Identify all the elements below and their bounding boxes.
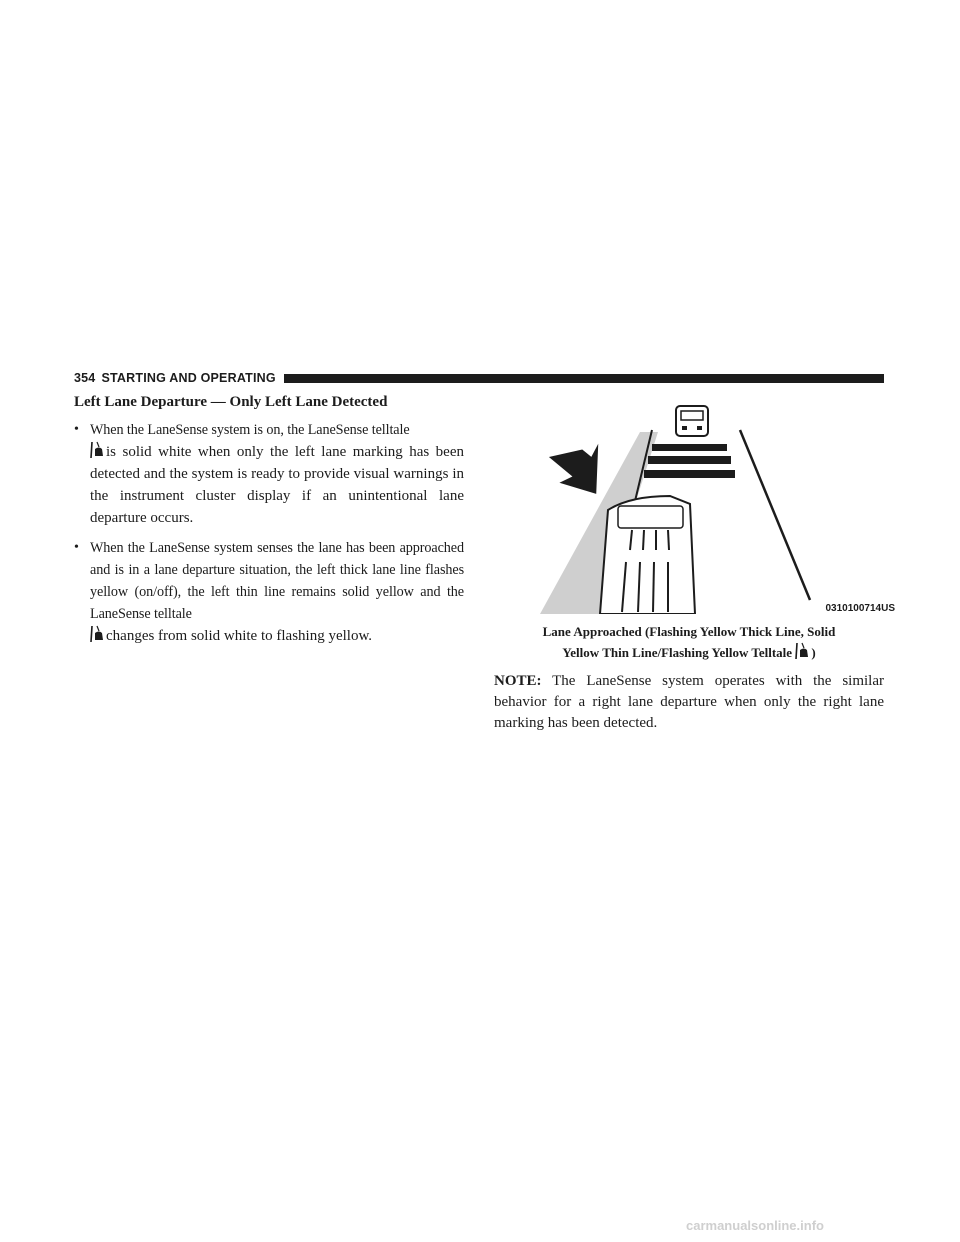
lanesense-telltale-icon bbox=[90, 625, 104, 643]
lanesense-telltale-icon bbox=[795, 642, 809, 660]
bullet-text-start: When the LaneSense system senses the lane has been approached and is in a lane departure situation, the left thick lane line flashes yellow (on/off), the left thin line remains solid yellow and the LaneSense telltale bbox=[90, 540, 464, 622]
bullet-text-start: When the LaneSense system is on, the LaneSense telltale bbox=[90, 422, 410, 438]
lane-illustration-graphic bbox=[540, 400, 895, 614]
note-paragraph bbox=[494, 671, 884, 734]
lanesense-telltale-icon bbox=[90, 441, 104, 459]
figure-caption bbox=[494, 622, 884, 663]
bullet-text-rest: is solid white when only the left lane marking has been detected and the system is ready to provide visual warnings in the instrument cluster display if an unintentional lane departure occurs. bbox=[90, 444, 464, 526]
note-label: NOTE: bbox=[494, 673, 542, 689]
lane-departure-illustration bbox=[540, 400, 895, 614]
bullet-item bbox=[74, 419, 464, 529]
note-text: The LaneSense system operates with the similar behavior for a right lane departure when only the right lane marking has been detected. bbox=[494, 673, 884, 731]
bullet-text-rest: changes from solid white to flashing yellow. bbox=[106, 628, 373, 644]
bullet-dot: • bbox=[74, 422, 79, 437]
page-header bbox=[74, 370, 884, 386]
watermark: carmanualsonline.info bbox=[686, 1218, 824, 1233]
left-column bbox=[74, 394, 464, 655]
figure-code: 0310100714US bbox=[825, 603, 895, 614]
page-number: 354 bbox=[74, 371, 96, 385]
caption-line-1: Lane Approached (Flashing Yellow Thick Line, Solid bbox=[542, 624, 836, 639]
caption-line-2: Yellow Thin Line/Flashing Yellow Telltale bbox=[562, 645, 793, 660]
section-title: STARTING AND OPERATING bbox=[101, 371, 276, 385]
subsection-heading: Left Lane Departure — Only Left Lane Detected bbox=[74, 394, 388, 410]
bullet-item bbox=[74, 537, 464, 647]
header-rule bbox=[284, 374, 884, 383]
bullet-dot: • bbox=[74, 540, 79, 555]
caption-close: ) bbox=[811, 645, 816, 660]
